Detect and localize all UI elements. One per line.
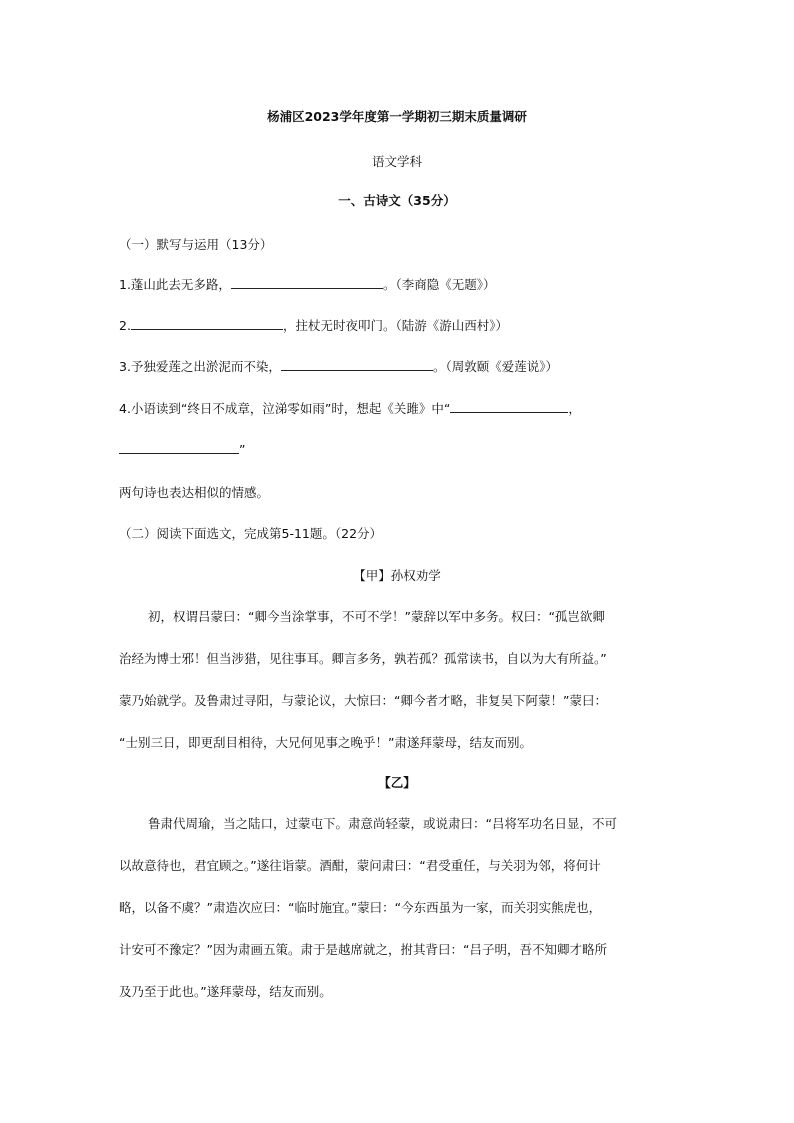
question-4-ending: 两句诗也表达相似的情感。 (119, 485, 270, 500)
question-4-answer-blank-2[interactable] (119, 441, 239, 454)
text-a-title: 【甲】孙权劝学 (353, 568, 441, 583)
text-b-title: 【乙】 (378, 775, 416, 790)
question-3-prefix: 3.予独爱莲之出淤泥而不染， (119, 359, 281, 374)
text-a-line: 蒙乃始就学。及鲁肃过寻阳，与蒙论议，大惊曰：“卿今者才略，非复吴下阿蒙！”蒙曰： (119, 693, 607, 708)
text-a-line: “士别三日，即更刮目相待，大兄何见事之晚乎！”肃遂拜蒙母，结友而别。 (119, 735, 532, 750)
text-b-line: 以故意待也，君宜顾之。”遂往诣蒙。酒酣，蒙问肃曰：“君受重任，与关羽为邻，将何计 (119, 858, 601, 873)
question-2-prefix: 2. (119, 318, 131, 333)
question-3-answer-blank[interactable] (281, 358, 433, 371)
text-b-line: 计安可不豫定？”因为肃画五策。肃于是越席就之，拊其背曰：“吕子明，吾不知卿才略所 (119, 942, 607, 957)
section-one-heading: 一、古诗文（35分） (338, 193, 456, 208)
text-a-line: 治经为博士邪！但当涉猎，见往事耳。卿言多务，孰若孤？孤常读书，自以为大有所益。” (119, 651, 607, 666)
question-2 (119, 317, 508, 335)
part-one-heading: （一）默写与运用（13分） (119, 237, 273, 252)
text-b-line: 及乃至于此也。”遂拜蒙母，结友而别。 (119, 984, 332, 999)
question-3-suffix: 。（周敦颐《爱莲说》） (432, 359, 558, 374)
question-1-answer-blank[interactable] (231, 276, 383, 289)
text-b-line: 鲁肃代周瑜，当之陆口，过蒙屯下。肃意尚轻蒙，或说肃曰：“吕将军功名日显，不可 (148, 816, 617, 831)
subject-label: 语文学科 (371, 154, 422, 169)
question-1-prefix: 1.蓬山此去无多路， (119, 277, 231, 292)
question-2-answer-blank[interactable] (131, 317, 283, 330)
question-3 (119, 358, 558, 376)
text-b-line: 略，以备不虞？”肃造次应曰：“临时施宜。”蒙曰：“今东西虽为一家，而关羽实熊虎也， (119, 900, 602, 915)
question-4-comma: ， (568, 401, 581, 416)
exam-title: 杨浦区2023学年度第一学期初三期末质量调研 (267, 109, 527, 124)
question-1 (119, 276, 495, 294)
text-a-line: 初，权谓吕蒙曰：“卿今当涂掌事，不可不学！”蒙辞以军中多务。权曰：“孤岂欲卿 (148, 609, 605, 624)
question-4-prefix: 4.小语读到“终日不成章，泣涕零如雨”时，想起《关雎》中“ (119, 401, 451, 416)
question-4-answer-blank-1[interactable] (450, 400, 568, 413)
question-4-close-quote: ” (239, 442, 246, 457)
part-two-heading: （二）阅读下面选文，完成第5-11题。（22分） (119, 526, 383, 541)
question-4-continued (119, 441, 245, 459)
question-4 (119, 400, 581, 418)
question-1-suffix: 。（李商隐《无题》） (382, 277, 496, 292)
question-2-suffix: ，拄杖无时夜叩门。（陆游《游山西村》） (282, 318, 508, 333)
